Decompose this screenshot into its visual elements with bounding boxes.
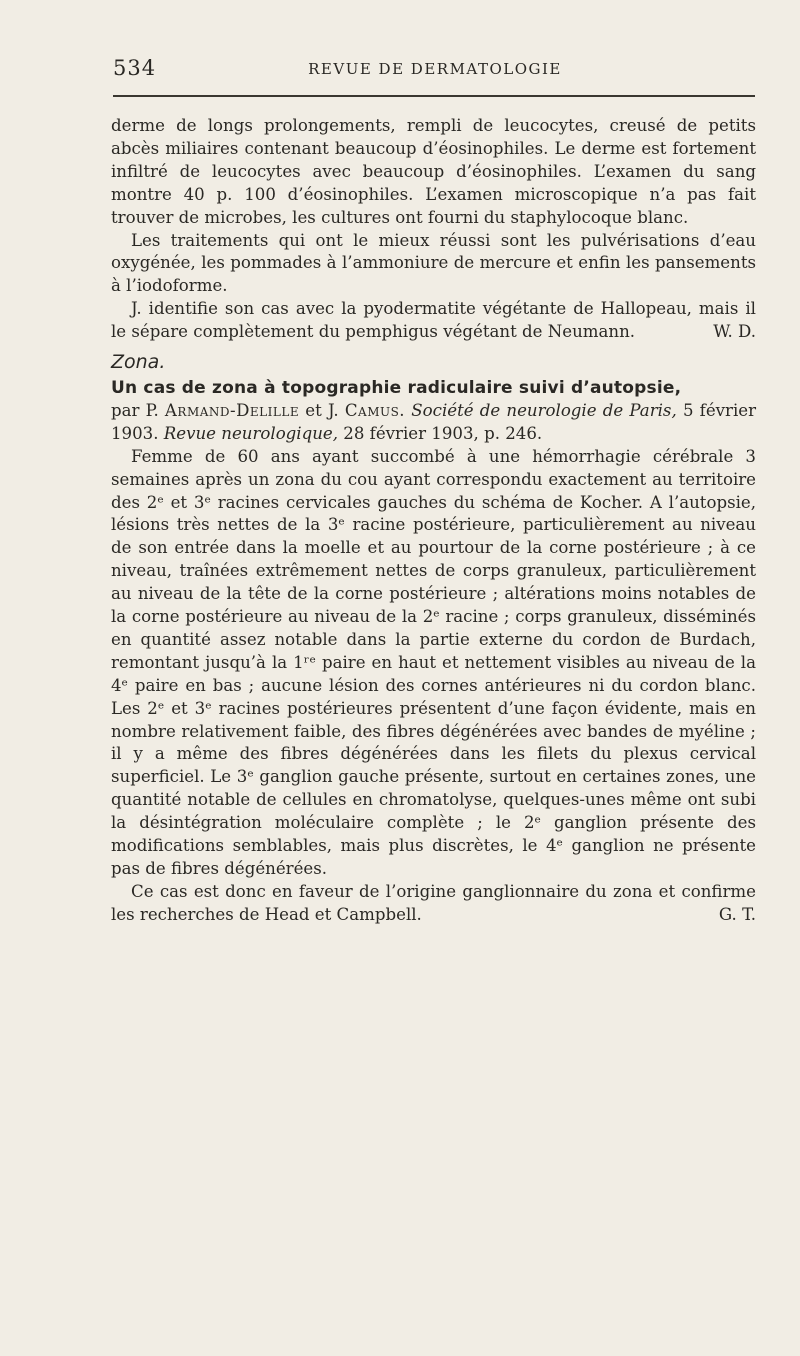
continuation-paragraph-2: Les traitements qui ont le mieux réussi sont les pulvérisations d’eau oxygénée, les pommades à l’ammoniure de mercure et enfin les pansements à l’iodoforme. [111, 230, 756, 296]
signature-wd: W. D. [713, 322, 756, 342]
signature-gt: G. T. [718, 904, 756, 924]
header-rule [113, 95, 755, 97]
continuation-paragraph-3 [111, 298, 756, 344]
author-armand-delille: Armand-Delille [164, 400, 300, 420]
ref-date-2: 28 février 1903, p. 246. [343, 423, 543, 443]
journal-revue-neurologique: Revue neurologique, [163, 423, 339, 443]
journal-societe-neurologie: Société de neurologie de Paris, [411, 400, 677, 420]
continuation-paragraph-3-text: J. identifie son cas avec la pyodermatite végétante de Hallopeau, mais il le sépare complètement du pemphigus végétant de Neumann. [111, 299, 756, 342]
page-number: 534 [113, 56, 157, 80]
running-title: REVUE DE DERMATOLOGIE [308, 60, 562, 78]
page-body [111, 115, 756, 927]
author-camus: Camus. [344, 400, 406, 420]
ref-prefix: par P. [111, 400, 159, 420]
continuation-paragraph-1: derme de longs prolongements, rempli de leucocytes, creusé de petits abcès miliaires contenant beaucoup d’éosinophiles. Le derme est fortement infiltré de leucocytes avec beaucoup d’éosinophiles. L’examen du sang montre 40 p. 100 d’éosinophiles. L’examen microscopique n’a pas fait trouver de microbes, les cultures ont fourni du staphylocoque blanc. [111, 116, 756, 227]
ref-date-1: 5 février 1903. [111, 400, 757, 443]
ref-and: et J. [305, 400, 339, 420]
article-title: Un cas de zona à topographie radiculaire suivi d’autopsie, [111, 377, 682, 398]
article-paragraph-2 [111, 881, 756, 927]
section-heading: Zona. [111, 351, 166, 374]
article-paragraph-1: Femme de 60 ans ayant succombé à une hémorrhagie cérébrale 3 semaines après un zona du cou ayant correspondu exactement au territoire des 2ᵉ et 3ᵉ racines cervicales gauches du schéma de Kocher. A l’autopsie, lésions très nettes de la 3ᵉ racine postérieure, particulièrement au niveau de son entrée dans la moelle et au pourtour de la corne postérieure ; à ce niveau, traînées extrêmement nettes de corps granuleux, particulièrement au niveau de la tête de la corne postérieure ; altérations moins notables de la corne postérieure au niveau de la 2ᵉ racine ; corps granuleux, disséminés en quantité assez notable dans la partie externe du cordon de Burdach, remontant jusqu’à la 1ʳᵉ paire en haut et nettement visibles au niveau de la 4ᵉ paire en bas ; aucune lésion des cornes antérieures ni du cordon blanc. Les 2ᵉ et 3ᵉ racines postérieures présentent d’une façon évidente, mais en nombre relativement faible, des fibres dégénérées avec bandes de myéline ; il y a même des fibres dégénérées dans les filets du plexus cervical superficiel. Le 3ᵉ ganglion gauche présente, surtout en certaines zones, une quantité notable de cellules en chromatolyse, quelques-unes même ont subi la désintégration moléculaire complète ; le 2ᵉ ganglion présente des modifications semblables, mais plus discrètes, le 4ᵉ ganglion ne présente pas de fibres dégénérées. [111, 446, 756, 878]
article-reference [111, 400, 756, 446]
article-paragraph-2-text: Ce cas est donc en faveur de l’origine ganglionnaire du zona et confirme les recherches de Head et Campbell. [111, 881, 756, 924]
